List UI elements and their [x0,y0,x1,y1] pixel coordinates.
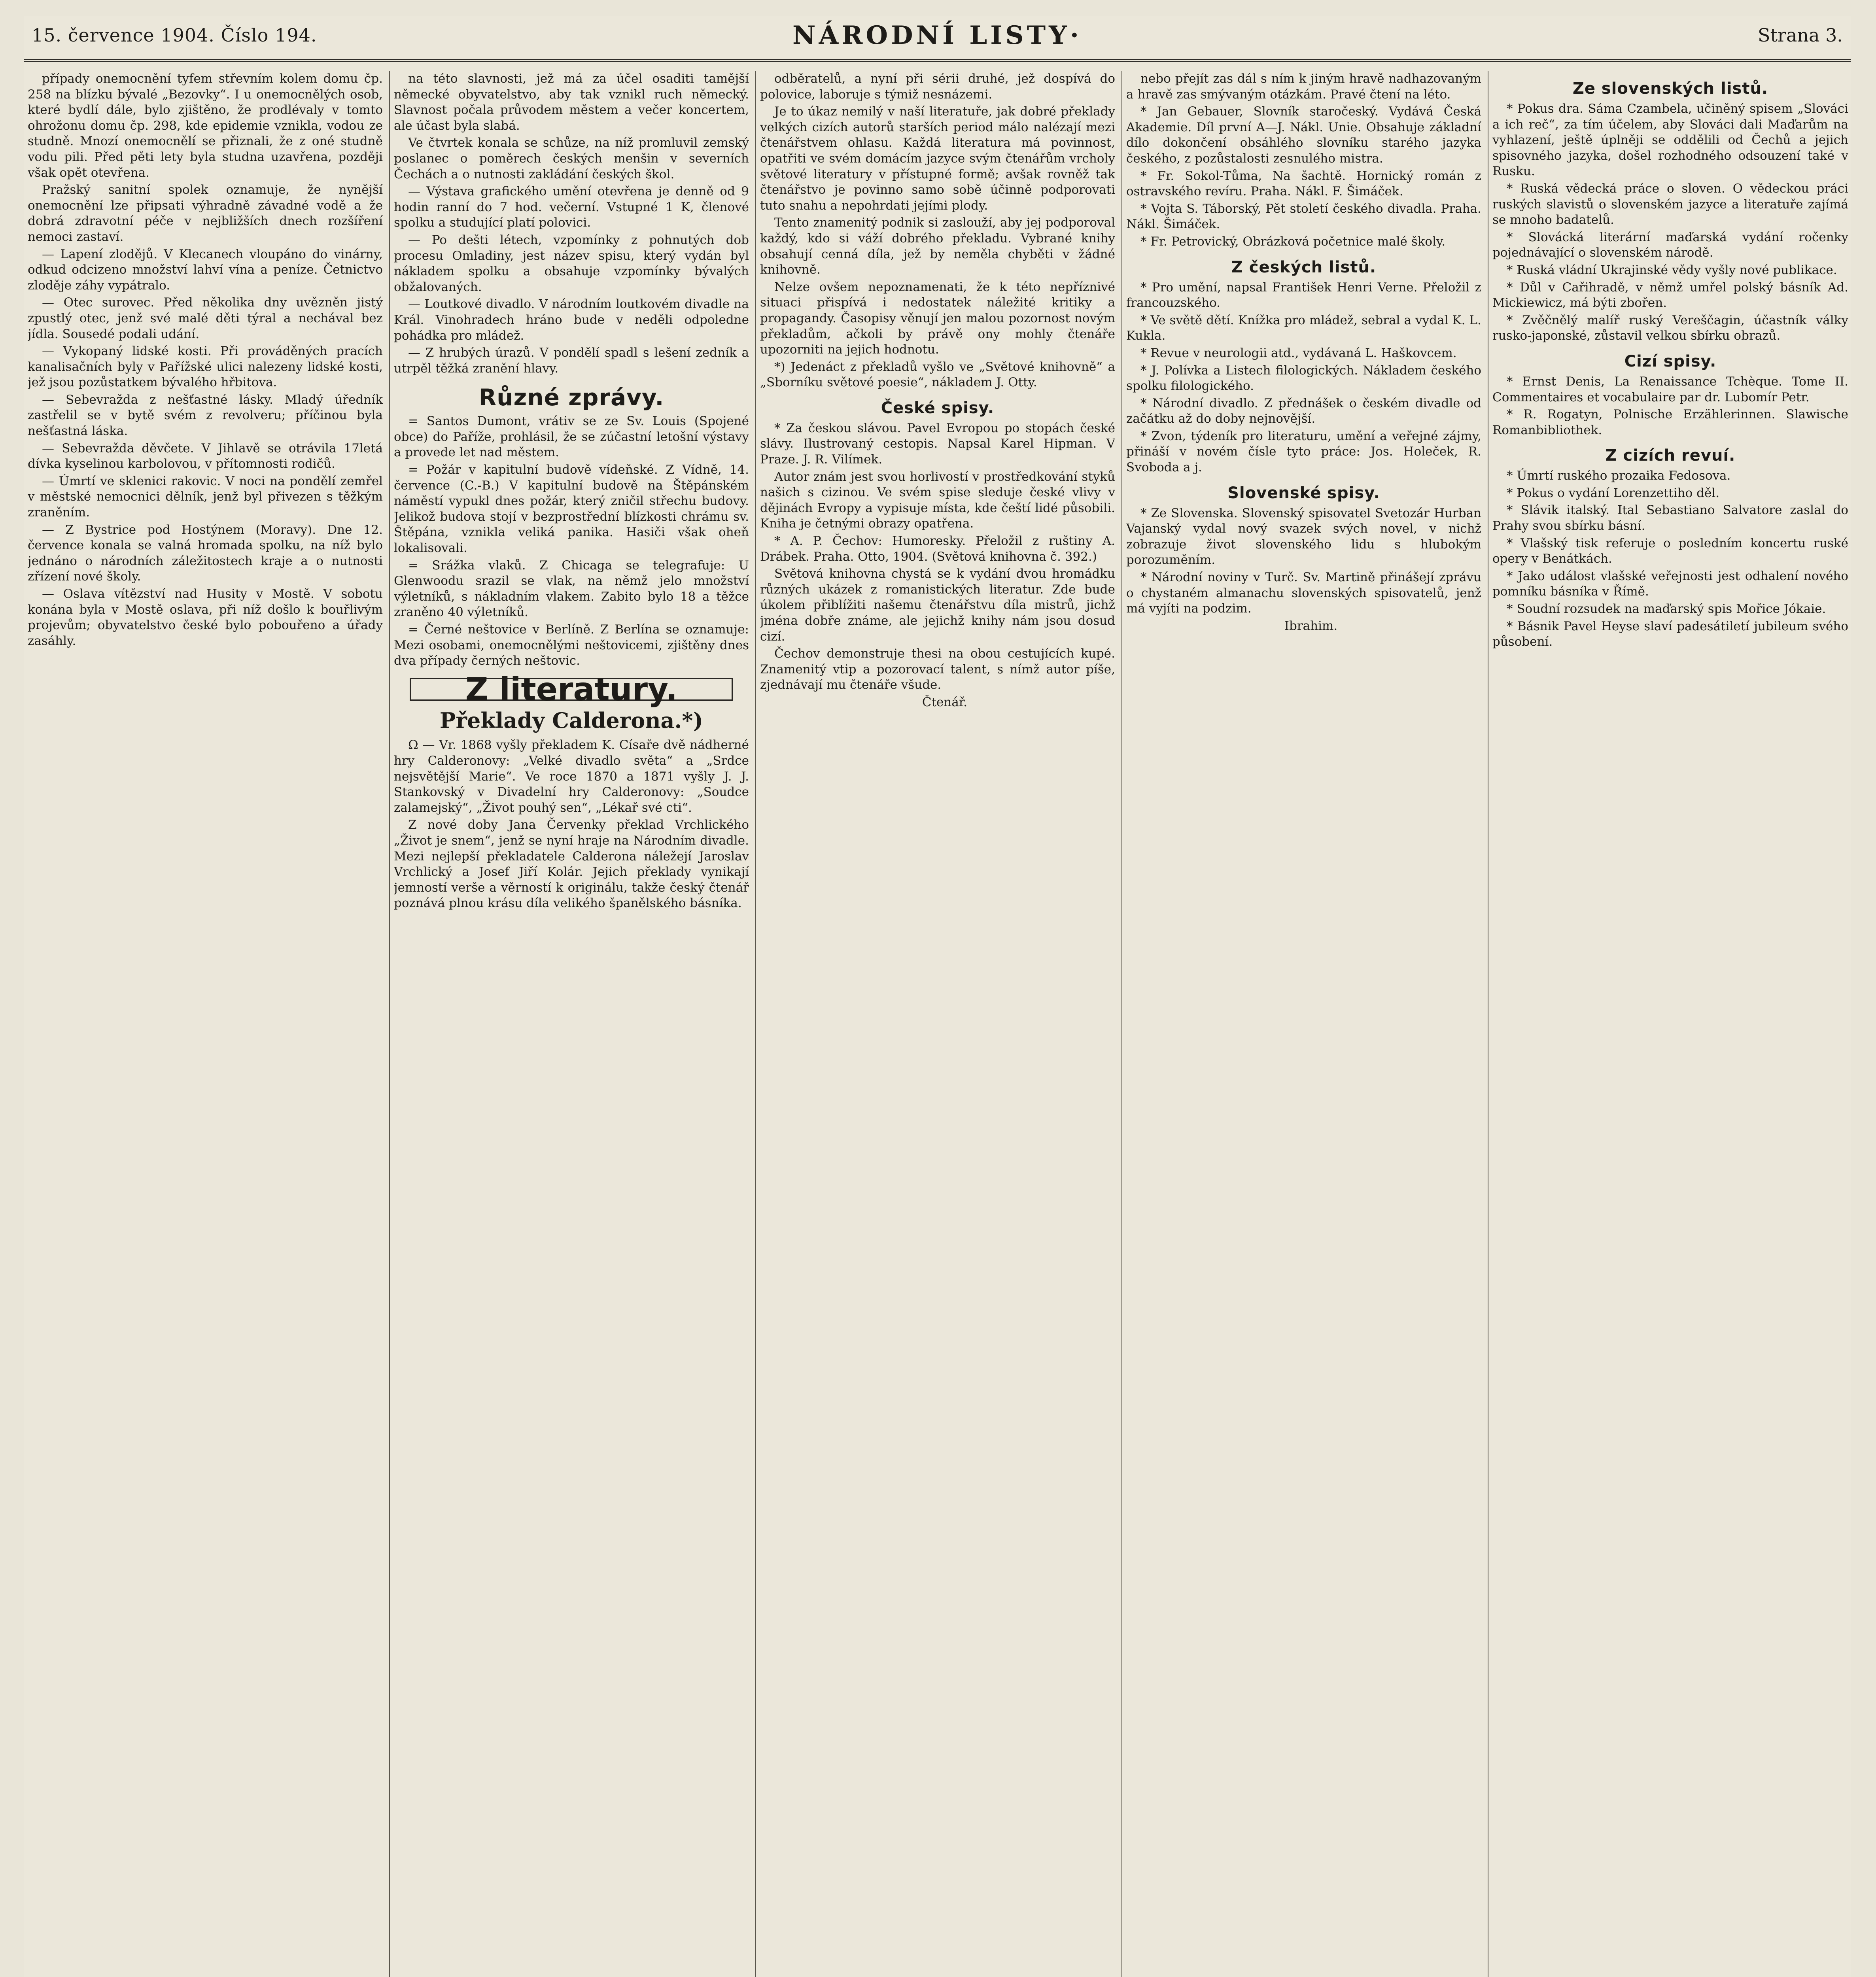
review-item: * Národní noviny v Turč. Sv. Martině přinášejí zprávu o chystaném almanachu slovenských spisovatelů, jenž má vyjíti na podzim. [1126,570,1481,616]
review-item: * Ze Slovenska. Slovenský spisovatel Svetozár Hurban Vajanský vydal nový svazek svých novel, v nichž zobrazuje život slovenského lidu s hlubokým porozuměním. [1126,506,1481,567]
article-paragraph: Nelze ovšem nepoznamenati, že k této nepříznivé situaci přispívá i nedostatek náležité kritiky a propagandy. Časopisy věnují jen malou pozornost novým překladům, ačkoli by právě ony mohly čtenáře upozorniti na jejich hodnotu. [760,280,1115,357]
review-item: * Ernst Denis, La Renaissance Tchèque. Tome II. Commentaires et vocabulaire par dr. Lubomír Petr. [1492,374,1848,404]
review-item: * Revue v neurologii atd., vydávaná L. Haškovcem. [1140,346,1457,360]
article-paragraph: Ve čtvrtek konala se schůze, na níž promluvil zemský poslanec o poměrech českých menšin v severních Čechách a o nutnosti zakládání českých škol. [394,136,749,181]
article-paragraph: — Sebevražda děvčete. V Jihlavě se otrávila 17letá dívka kyselinou karbolovou, v přítomnosti rodičů. [28,441,383,471]
subsection-title-preklady-calderona: Překlady Calderona.*) [439,708,704,733]
news-item: = Černé neštovice v Berlíně. Z Berlína se oznamuje: Mezi osobami, onemocnělými neštovicemi, zjištěny dnes dva případy černých neštovic. [394,622,749,668]
news-item: = Srážka vlaků. Z Chicaga se telegrafuje: U Glenwoodu srazil se vlak, na němž jelo množství výletníků, s nákladním vlakem. Zabito bylo 18 a těžce zraněno 40 výletníků. [394,558,749,620]
review-item: * Slovácká literární maďarská vydání ročenky pojednávající o slovenském národě. [1492,230,1848,260]
article-paragraph: — Lapení zlodějů. V Klecanech vloupáno do vinárny, odkud odcizeno množství lahví vína a peníze. Četnictvo zloděje záhy vypátralo. [28,247,383,293]
article-paragraph: — Z hrubých úrazů. V pondělí spadl s lešení zedník a utrpěl těžká zranění hlavy. [394,346,749,376]
column-4 [1126,71,1481,1977]
review-item: * Slávik italský. Ital Sebastiano Salvatore zaslal do Prahy svou sbírku básní. [1492,503,1848,533]
review-item: * Básnik Pavel Heyse slaví padesátiletí jubileum svého působení. [1492,619,1848,649]
review-item: * Jan Gebauer, Slovník staročeský. Vydává Česká Akademie. Díl první A—J. Nákl. Unie. Obsahuje základní dílo dokončení obsáhlého slovníku starého jazyka českého, z pozůstalosti zesnulého mistra. [1126,104,1481,166]
review-item: * R. Rogatyn, Polnische Erzählerinnen. Slawische Romanbibliothek. [1492,407,1848,437]
article-paragraph: — Oslava vítězství nad Husity v Mostě. V sobotu konána byla v Mostě oslava, při níž došlo k bouřlivým projevům; obyvatelstvo české bylo pobouřeno a úřady zasáhly. [28,587,383,648]
review-item: * Vlašský tisk referuje o posledním koncertu ruské opery v Benátkách. [1492,536,1848,566]
article-paragraph: — Z Bystrice pod Hostýnem (Moravy). Dne 12. července konala se valná hromada spolku, na níž bylo jednáno o národních záležitostech kraje a o nutnosti zřízení nové školy. [28,522,383,584]
review-item: * Jako událost vlašské veřejnosti jest odhalení nového pomníku básníka v Římě. [1492,569,1848,599]
review-item: * Zvon, týdeník pro literaturu, umění a veřejné zájmy, přináší v novém čísle tyto práce: Jos. Holeček, R. Svoboda a j. [1126,429,1481,475]
article-paragraph: případy onemocnění tyfem střevním kolem domu čp. 258 na blízku bývalé „Bezovky“. I u onemocnělých osob, které bydlí dále, bylo zjištěno, že prodlévaly v tomto ohrožonu domu čp. 298, kde epidemie vznikla, vodou ze studně. Mnozí onemocnělí se přiznali, že z oné studně vodu pili. Před pěti lety byla studna uzavřena, později však opět otevřena. [28,72,383,180]
article-paragraph: — Otec surovec. Před několika dny uvězněn jistý zpustlý otec, jenž své malé děti týral a nechával bez jídla. Sousedé podali udání. [28,295,383,341]
review-item: * Za českou slávou. Pavel Evropou po stopách české slávy. Ilustrovaný cestopis. Napsal Karel Hipman. V Praze. J. R. Vilímek. [760,421,1115,467]
review-item: * Fr. Sokol-Tůma, Na šachtě. Hornický román z ostravského revíru. Praha. Nákl. F. Šimáček. [1126,168,1481,199]
news-item: = Požár v kapitulní budově vídeňské. Z Vídně, 14. července (C.-B.) V kapitulní budově na Štěpánském náměstí vypukl dnes požár, který zničil střechu budovy. Jelikož budova stojí v bezprostřední blízkosti chrámu sv. Štěpána, vznikla veliká panika. Hasiči však oheň lokalisovali. [394,463,749,556]
news-item: = Santos Dumont, vrátiv se ze Sv. Louis (Spojené obce) do Paříže, prohlásil, že se zúčastní letošní výstavy a provede let nad městem. [394,414,749,460]
footnote: *) Jedenáct z překladů vyšlo ve „Světové knihovně“ a „Sborníku světové poesie“, nákladem J. Otty. [760,359,1115,390]
review-item: * Úmrtí ruského prozaika Fedosova. [1507,469,1731,483]
newspaper-page [24,16,1851,1977]
review-item: * Národní divadlo. Z přednášek o českém divadle od začátku až do doby nejnovější. [1126,396,1481,426]
column-rule [755,71,756,1977]
review-item: * Ruská vědecká práce o sloven. O vědeckou práci ruských slavistů o slovenském jazyce a literatuře zajímá se mnoho badatelů. [1492,181,1848,227]
page-number: Strana 3. [1758,25,1843,46]
article-paragraph: Pražský sanitní spolek oznamuje, že nynější onemocnění lze připsati výhradně závadné vodě a že dobrá zdravotní péče v nejbližších dnech rozšíření nemoci zastaví. [28,183,383,244]
section-title-z-ceskych-listu: Z českých listů. [1231,258,1377,276]
article-paragraph: — Po dešti létech, vzpomínky z pohnutých dob procesu Omladiny, jest název spisu, který vydán byl nákladem spolku a obsahuje vzpomínky bývalých obžalovaných. [394,232,749,294]
column-rule [389,71,390,1977]
article-paragraph: Z nové doby Jana Červenky překlad Vrchlického „Život je snem“, jenž se nyní hraje na Národním divadle. Mezi nejlepší překladatele Calderona náležejí Jaroslav Vrchlický a Josef Jiří Kolár. Jejich překlady vynikají jemností verše a věrností k originálu, takže český čtenář poznává plnou krásu díla velikého španělského básníka. [394,818,749,911]
review-item: Světová knihovna chystá se k vydání dvou hromádku různých ukázek z romanistických literatur. Zde bude úkolem přiblížiti našemu čtenářstvu díla mistrů, jichž jména dobře známe, ale jejichž knihy nám jsou dosud cizí. [760,567,1115,644]
column-2 [394,71,749,1977]
review-item: * Soudní rozsudek na maďarský spis Mořice Jókaie. [1507,602,1826,616]
review-item: * Ve světě dětí. Knížka pro mládež, sebral a vydal K. L. Kukla. [1126,313,1481,343]
article-paragraph: Je to úkaz nemilý v naší literatuře, jak dobré překlady velkých cizích autorů starších period málo nalézají mezi čtenářstvem ohlasu. Každá literatura má povinnost, opatřiti ve svém domácím jazyce svým čtenářům vrcholy světové literatury v přístupné formě; avšak rovněž tak čtenářstvo je povinno samo sobě účinně podporovati tuto snahu a nepohrdati jejími plody. [760,104,1115,213]
issue-date: 15. července 1904. Číslo 194. [32,25,317,46]
review-item: * Pokus o vydání Lorenzettiho děl. [1507,486,1720,500]
section-title-z-cizich-revui: Z cizích revuí. [1605,446,1736,465]
review-item: * J. Polívka a Listech filologických. Nákladem českého spolku filologického. [1126,363,1481,393]
article-paragraph: Tento znamenitý podnik si zaslouží, aby jej podporoval každý, kdo si váží dobrého překladu. Vybrané knihy obsahují cenná díla, jež by neměla chyběti v žádné knihovně. [760,215,1115,277]
review-item: * Pokus dra. Sáma Czambela, učiněný spisem „Slováci a ich reč“, za tím účelem, aby Slováci dali Maďarům na vyhlazení, ještě úplněji se oddělili od Čechů a jejich spisovného jazyka, došel rozhodného odsouzení také v Rusku. [1492,102,1848,179]
review-item: Autor znám jest svou horlivostí v prostředkování styků našich s cizinou. Ve svém spise sleduje české vlivy v dějinách Evropy a vypisuje místa, kde čeští lidé působili. Kniha je četnými obrazy opatřena. [760,469,1115,531]
article-paragraph: — Sebevražda z nešťastné lásky. Mladý úředník zastřelil se v bytě svém z revolveru; příčinou byla nešťastná láska. [28,392,383,438]
review-item: * Vojta S. Táborský, Pět století českého divadla. Praha. Nákl. Šimáček. [1126,201,1481,232]
column-3 [760,71,1115,1977]
article-paragraph: — Vykopaný lidské kosti. Při prováděných pracích kanalisačních byly v Pařížské ulici nalezeny lidské kosti, jež jsou pozůstatkem bývalého hřbitova. [28,344,383,390]
masthead: NÁRODNÍ LISTY· [792,21,1082,50]
column-1 [28,71,383,1977]
section-title-slovenske-spisy: Slovenské spisy. [1227,484,1380,502]
review-item: * Zvěčnělý malíř ruský Vereščagin, účastník války rusko-japonské, zůstavil velkou sbírku obrazů. [1492,313,1848,343]
section-title-ze-slovenskych-listu: Ze slovenských listů. [1572,79,1768,98]
page-header [24,16,1851,62]
review-item: * Fr. Petrovický, Obrázková početnice malé školy. [1140,234,1446,249]
review-item: * Důl v Cařihradě, v němž umřel polský básník Ad. Mickiewicz, má býti zbořen. [1492,280,1848,310]
article-paragraph: — Úmrtí ve sklenici rakovic. V noci na pondělí zemřel v městské nemocnici dělník, jenž byl přivezen s těžkým zraněním. [28,474,383,520]
article-paragraph: nebo přejít zas dál s ním k jiným hravě nadhazovaným a hravě zas smývaným otázkám. Pravé čtení na léto. [1126,72,1481,102]
section-title-z-literatury: Z literatury. [410,678,733,701]
review-item: * A. P. Čechov: Humoresky. Přeložil z ruštiny A. Drábek. Praha. Otto, 1904. (Světová knihovna č. 392.) [760,534,1115,564]
section-title-ceske-spisy: České spisy. [881,399,995,417]
review-item: * Pro umění, napsal František Henri Verne. Přeložil z francouzského. [1126,280,1481,310]
article-paragraph: — Výstava grafického umění otevřena je denně od 9 hodin ranní do 7 hod. večerní. Vstupné 1 K, členové spolku a studující platí polovici. [394,184,749,230]
review-item: * Ruská vládní Ukrajinské vědy vyšly nové publikace. [1507,263,1837,277]
section-title-ruzne-zpravy: Různé zprávy. [478,384,664,411]
article-paragraph: odběratelů, a nyní při sérii druhé, jež dospívá do polovice, laboruje s týmiž nesnázemi. [760,72,1115,102]
article-paragraph: Ω — Vr. 1868 vyšly překladem K. Císaře dvě nádherné hry Calderonovy: „Velké divadlo světa“ a „Srdce nejsvětější Marie“. Ve roce 1870 a 1871 vyšly J. J. Stankovský v Divadelní hry Calderonovy: „Soudce zalamejský“, „Život pouhý sen“, „Lékař své cti“. [394,738,749,815]
article-paragraph: — Loutkové divadlo. V národním loutkovém divadle na Král. Vinohradech hráno bude v neděli odpoledne pohádka pro mládež. [394,297,749,343]
column-5 [1492,71,1848,1977]
review-item: Čechov demonstruje thesi na obou cestujících kupé. Znamenitý vtip a pozorovací talent, s nímž autor píše, zjednávají mu čtenáře všude. [760,646,1115,692]
section-title-cizi-spisy: Cizí spisy. [1624,352,1717,370]
signature: Čtenář. [922,695,968,709]
article-paragraph: na této slavnosti, jež má za účel osaditi tamější německé obyvatelstvo, aby tak vznikl ruch německý. Slavnost počala průvodem městem a večer koncertem, ale účast byla slabá. [394,72,749,133]
column-rule [1121,71,1122,1977]
signature: Ibrahim. [1284,618,1338,633]
